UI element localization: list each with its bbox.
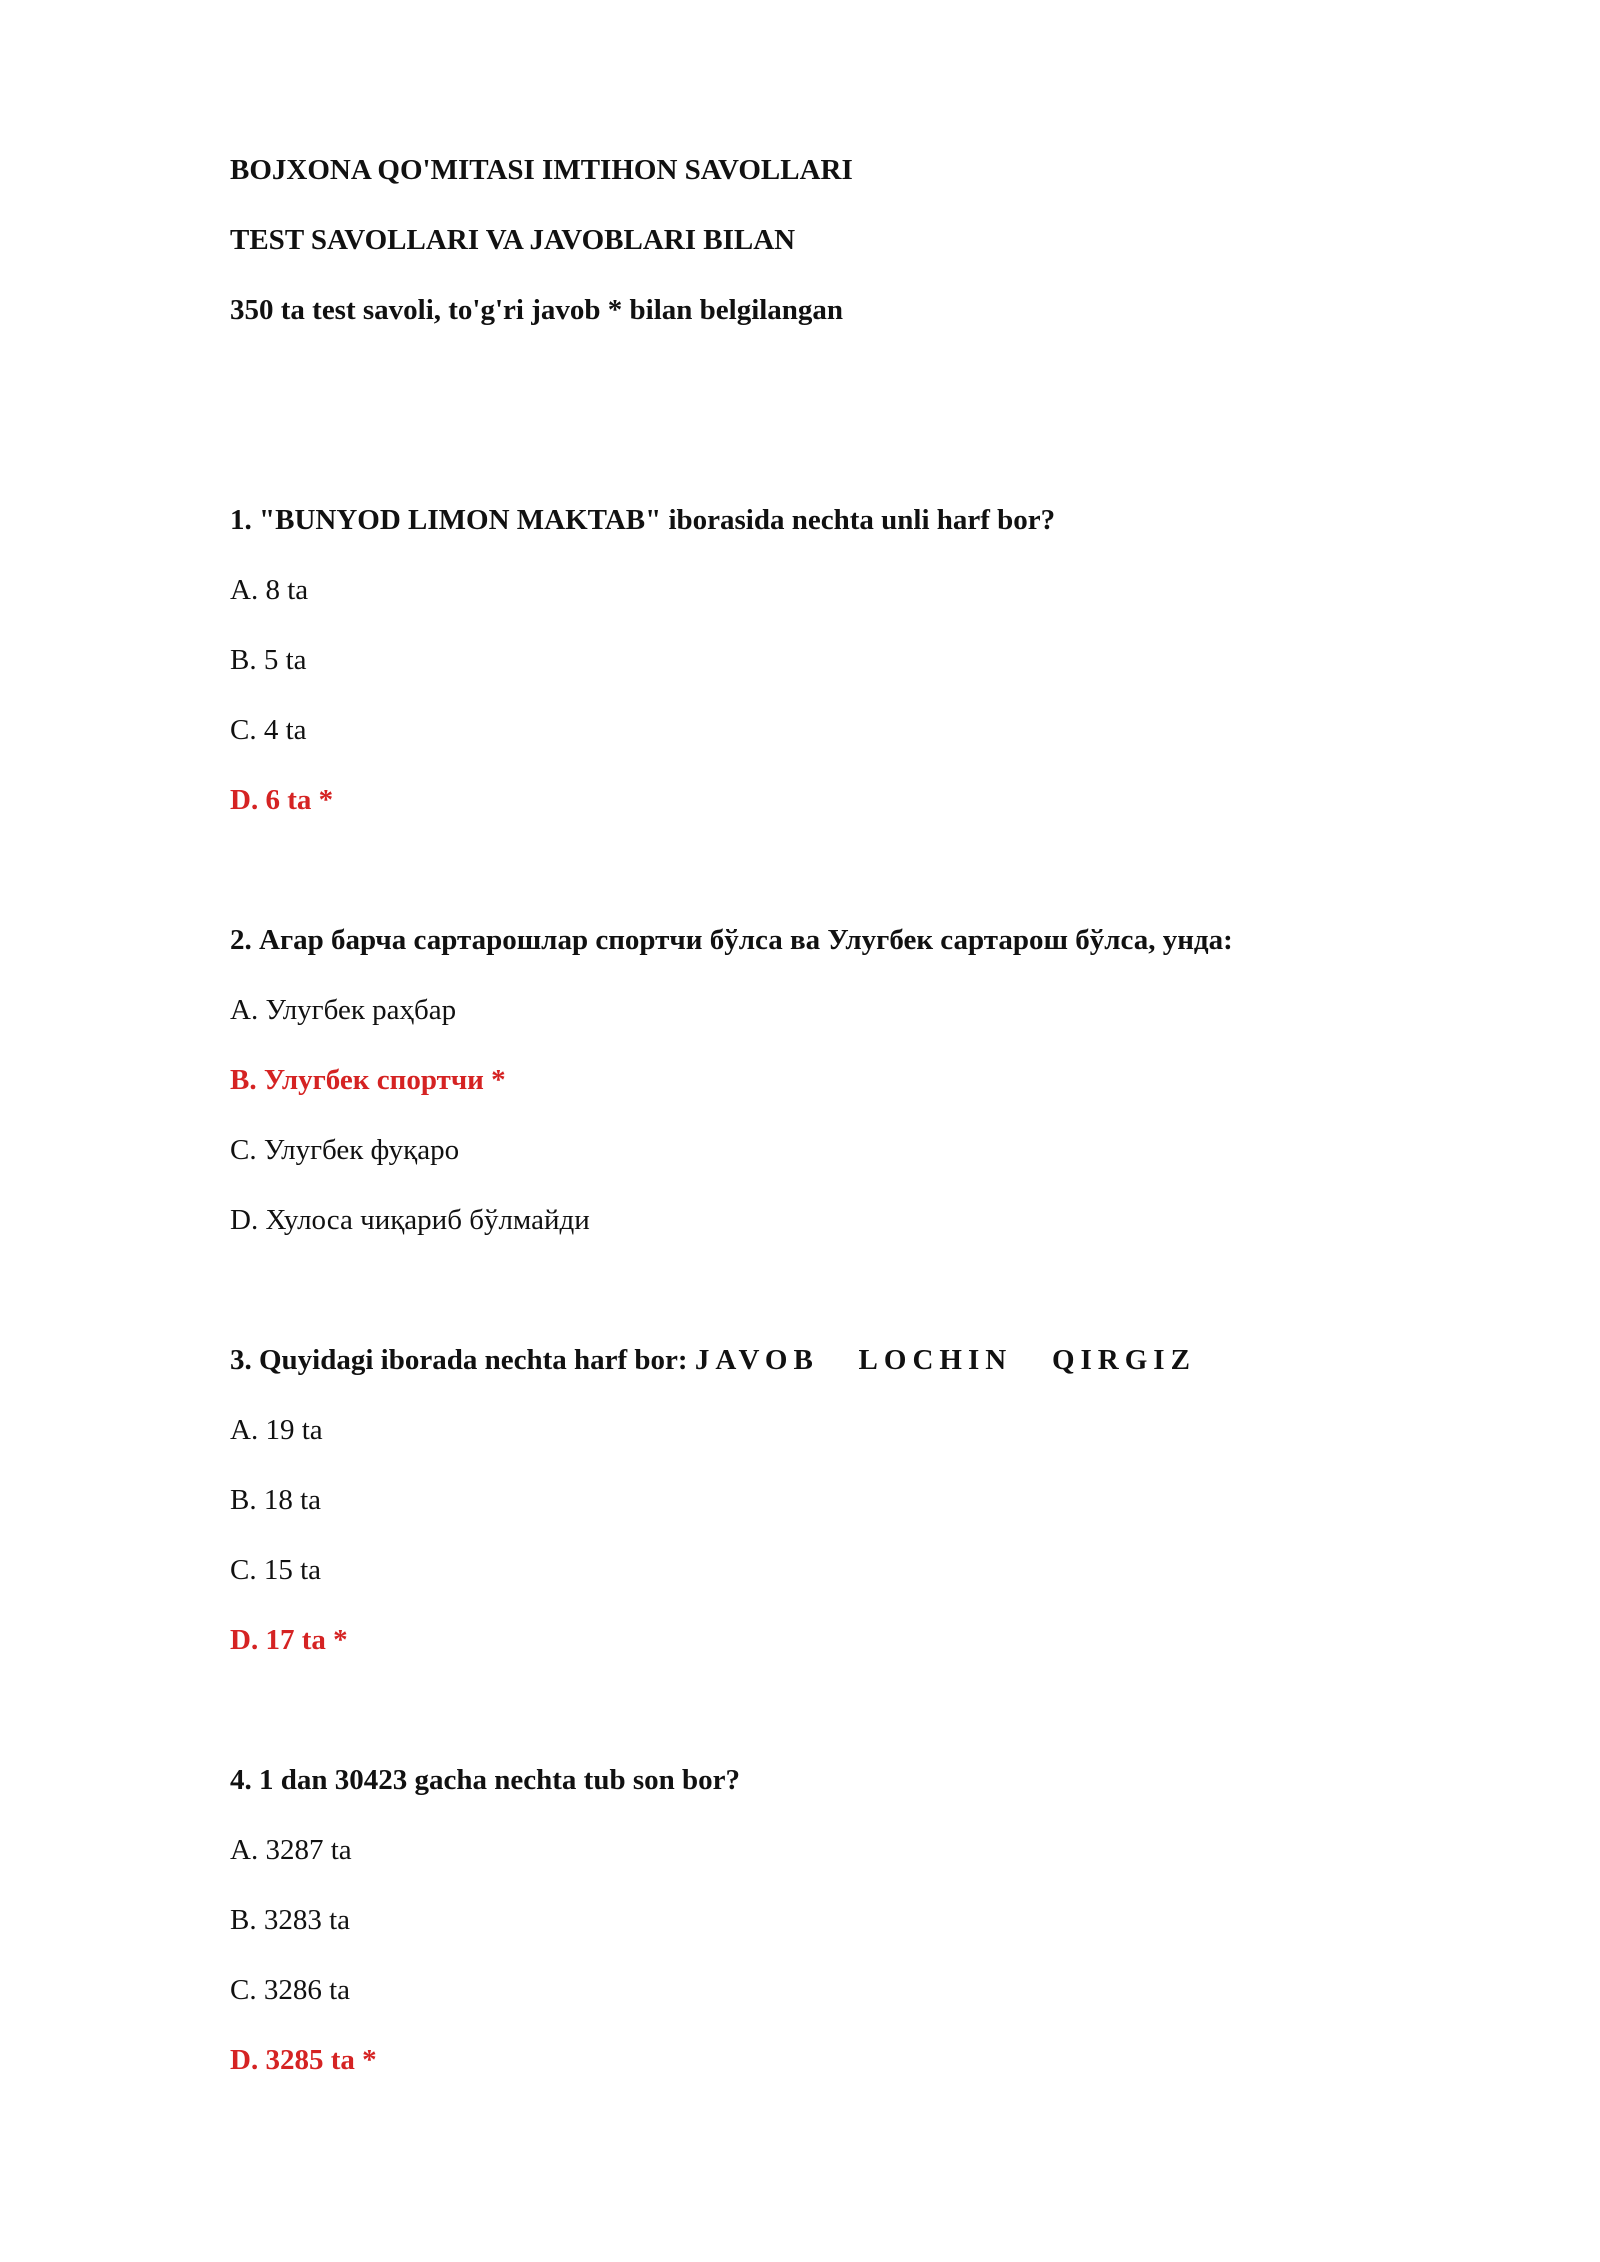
question-4-option-a: A. 3287 ta	[230, 1834, 352, 1866]
question-1-option-a: A. 8 ta	[230, 574, 309, 606]
question-2-option-d: D. Хулоса чиқариб бўлмайди	[230, 1204, 590, 1236]
question-4-text: 4. 1 dan 30423 gacha nechta tub son bor?	[230, 1764, 740, 1796]
question-2-text: 2. Агар барча сартарошлар спортчи бўлса ва Улугбек сартарош бўлса, унда:	[230, 924, 1233, 956]
document-subtitle: TEST SAVOLLARI VA JAVOBLARI BILAN	[230, 224, 796, 256]
question-1-option-c: C. 4 ta	[230, 714, 307, 746]
question-3-text-prefix: 3. Quyidagi iborada nechta harf bor:	[230, 1344, 695, 1376]
question-4-option-c: C. 3286 ta	[230, 1974, 351, 2006]
question-3-option-b: B. 18 ta	[230, 1484, 322, 1516]
question-2-option-a: A. Улугбек раҳбар	[230, 994, 457, 1026]
question-1-text: 1. "BUNYOD LIMON MAKTAB" iborasida nechta unli harf bor?	[230, 504, 1056, 536]
question-4-option-d-correct: D. 3285 ta *	[230, 2044, 377, 2076]
question-1-option-d-correct: D. 6 ta *	[230, 784, 334, 816]
question-2-option-c: C. Улугбек фуқаро	[230, 1134, 460, 1166]
document-title: BOJXONA QO'MITASI IMTIHON SAVOLLARI	[230, 154, 853, 186]
document-note: 350 ta test savoli, to'g'ri javob * bilan belgilangan	[230, 294, 844, 326]
question-3-option-d-correct: D. 17 ta *	[230, 1624, 348, 1656]
question-4-option-b: B. 3283 ta	[230, 1904, 351, 1936]
question-3-option-a: A. 19 ta	[230, 1414, 323, 1446]
question-1-option-b: B. 5 ta	[230, 644, 307, 676]
question-3-option-c: C. 15 ta	[230, 1554, 322, 1586]
question-3-text	[230, 1342, 1196, 1378]
question-3-text-spaced-letters: JAVOB LOCHIN QIRGIZ	[694, 1344, 1196, 1376]
question-2-option-b-correct: B. Улугбек спортчи *	[230, 1064, 506, 1096]
